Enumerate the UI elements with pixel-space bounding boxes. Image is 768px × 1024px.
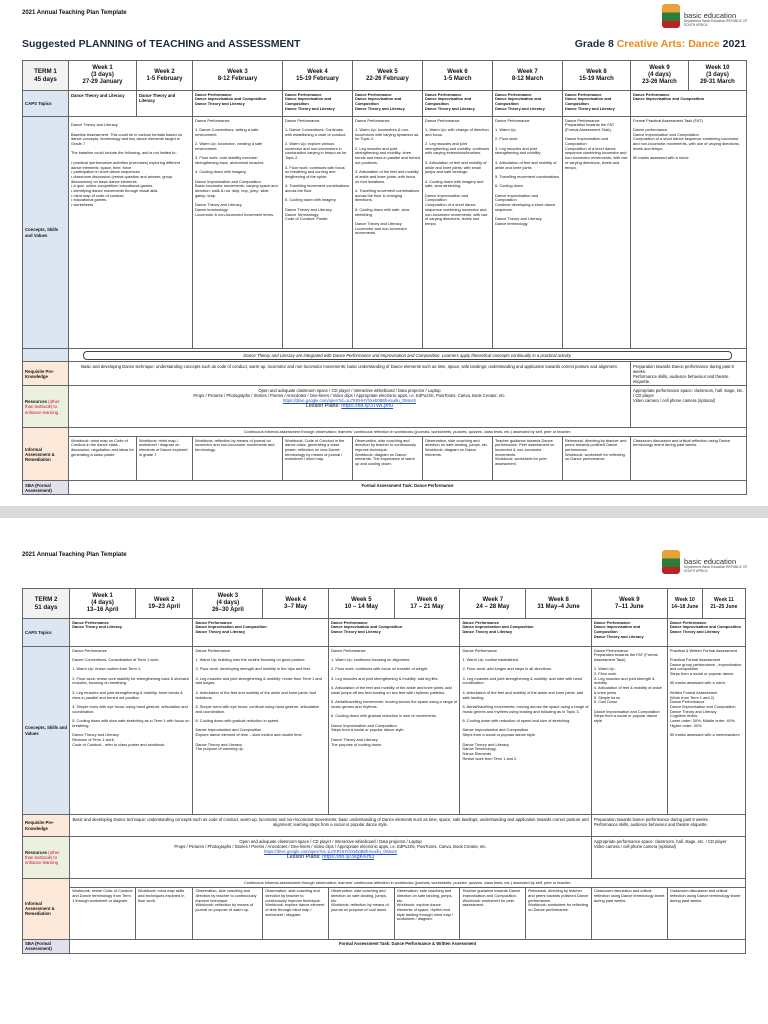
resources-link[interactable]: https://drive.google.com/open?id=1u7KRHHYhXeb0B6fi-Kuxllu_OMxnS	[264, 848, 398, 854]
week-header: Week 1 (3 days) 27-29 January	[69, 61, 137, 91]
informal-cell: Workbook: revise Code of Conduct and Dance terminology from Term 1 through worksheet or diagram.	[70, 887, 136, 939]
caps-cell: Dance Performance Dance Improvisation and Composition Dance Theory and Literacy	[591, 619, 667, 647]
sba-row	[23, 939, 746, 953]
term-days: 45 days	[34, 75, 57, 83]
resources-last-cell: Appropriate performance space: classroom, hall, stage, etc. / CD player Video camera / cell phone camera (optional)	[591, 837, 745, 879]
caps-cell: Dance Performance Dance Improvisation and Composition Dance Theory and Literacy	[283, 91, 353, 117]
caps-cell: Dance Performance Dance Improvisation and Composition Dance Theory and Literacy	[423, 91, 493, 117]
prereq-last-cell: Preparation towards Dance performance during past 8 weeks. Performance skills, audience behaviour and theatre etiquette.	[591, 815, 745, 837]
resources-line-2: Props / Pictures / Photographs / Stories / Poems / Anecdotes / One-liners / Video clips / Appropriate electronic apps, i.e. EdPuzzle, PowToons, Canva, Book Creator, etc.	[174, 843, 487, 849]
informal-cell: Rehearsal, directing by teacher and peers towards polished Dance performance. Workbook: worksheet for reflecting on Dance performance.	[526, 887, 592, 939]
term-1-plan-table	[22, 60, 747, 495]
row-label-sba: SBA (Formal Assessment)	[23, 481, 69, 495]
concepts-row	[23, 647, 746, 815]
concepts-row	[23, 117, 747, 349]
year-label: 2021	[722, 38, 746, 50]
lesson-plans-link[interactable]: https://bit.ly/3sgKKm3	[322, 853, 375, 860]
concepts-cell: Dance Performance 1. Warm Up: routine established. 2. Floor work: add lunges and steps in all directions. 3. Leg muscles and joint strengthening & mobility: add tube with hand coordination. 4. Articulation of the feet and mobility of the ankle and knee joints: add safe landing. 5. Aerial/travelling movements: moving across the space using a range of music genres and rhythms using leading and following as in Topic 3. 6. Cooling down with reduction of speed and size of stretching. Dance Improvisation and Composition Steps from a social or popular dance style. Dance Theory and Literacy Dance Terminology. Dance Elements. Revise work from Term 1 and 2.	[460, 647, 591, 815]
concepts-cell: Practical & Written Formal Assessment Practical Formal Assessment Dance group performance - improvisation and composition Steps from a social or popular dance. 50 marks assessed with a rubric Written Formal Assessment (Work from Term 1 and 2) Dance Performance Dance Improvisation and Composition Dance Theory and Literacy Cognitive levels: Lower order: 30%; Middle order: 40%; Higher order: 30% 50 marks assessed with a memorandum	[667, 647, 745, 815]
logo-subtitle: Department: Basic Education REPUBLIC OF SOUTH AFRICA	[684, 565, 748, 573]
sba-cell: Formal Assessment Task: Dance Performance	[69, 481, 747, 495]
resources-line-1: Open and adequate classroom space / CD player / Interactive whiteboard / Data projector / Laptop	[239, 838, 422, 844]
caps-cell: Dance Theory and Literacy	[69, 91, 137, 117]
row-label-caps: CAPS Topics	[23, 619, 70, 647]
week-header-row	[23, 61, 747, 91]
term-2-plan-table	[22, 588, 746, 954]
logo-title: basic education	[684, 11, 737, 20]
row-label-prereq: Requisite Pre-Knowledge	[23, 362, 69, 386]
banner-row	[23, 349, 747, 362]
lesson-plans-link[interactable]: https://bit.ly/37WLph0	[341, 403, 394, 410]
informal-row	[23, 437, 747, 481]
document-header: 2021 Annual Teaching Plan Template	[22, 10, 127, 16]
week-header-row	[23, 589, 746, 619]
row-label-informal: Informal Assessment & Remediation	[23, 428, 69, 481]
row-label-resources: Resources (other than textbook) to enhance learning	[23, 837, 70, 879]
informal-cell: Workbook: mind map / worksheet / diagram on elements of Dance explored in grade 7.	[137, 437, 193, 481]
informal-cell: Classroom discussion and critical reflection using Dance terminology learnt during past weeks.	[631, 437, 747, 481]
page-term-2	[0, 518, 768, 1024]
term-days: 51 days	[34, 603, 58, 611]
dbe-logo	[662, 550, 754, 576]
resources-line-1: Open and adequate classroom space / CD player / Interactive whiteboard / Data projector / Laptop	[258, 387, 441, 393]
informal-cell: Observation, side coaching and direction by teacher to continuously improve technique. Workbook: reflection by means of journal on purpose of warm up.	[193, 887, 263, 939]
caps-cell: Dance Performance Dance Improvisation and Composition Dance Theory and Literacy	[563, 91, 631, 117]
lesson-plans-label: Lesson Plans:	[286, 853, 321, 860]
row-label-informal: Informal Assessment & Remediation	[23, 879, 70, 940]
caps-cell: Dance Performance Dance Improvisation and Composition Dance Theory and Literacy	[193, 619, 329, 647]
week-header: Week 1 (4 days) 13–16 April	[70, 589, 136, 619]
lesson-plans-label: Lesson Plans:	[305, 403, 340, 410]
concepts-cell: Dance Performance 1. Warm Up: building onto the routine focusing on good posture. 2. Floor work: developing strength and mobility in the hips and feet. 3. Leg muscles and joint strengthening & mobility: revise from Term 1 and add lunges. 4. Articulation of the feet and mobility of the ankle and knee joints: foot isolations. 5. Simple turns with eye focus: continue using hand gesture, articulation and coordination. 6. Cooling down with gradual reduction in speed. Dance Improvisation and Composition Explore dance element of time – slow motion and double time. Dance Theory and Literacy The purpose of warming up.	[193, 647, 329, 815]
row-label-blank	[23, 349, 69, 362]
caps-cell: Dance Performance Dance Improvisation and Composition Dance Theory and Literacy	[353, 91, 423, 117]
week-header: Week 10 (3 days) 29-31 March	[689, 61, 747, 91]
week-header: Week 3 8-12 February	[193, 61, 283, 91]
caps-topics-row	[23, 619, 746, 647]
informal-cell: Observation, side coaching and direction on safe landing, jumps, etc. Workbook: diagram on Dance elements.	[423, 437, 493, 481]
prereq-cell: Basic and developing Dance technique; understanding concepts such as code of conduct, warm-up, locomotor and non-locomotor movements; basic understanding of Dance elements such as time, space; safe landings; understanding and application towards correct posture and alignment.	[69, 362, 631, 386]
informal-cell: Workbook: mind map on Code of Conduct in the dance class - discussion, negotiation and ideas for generating a class poster.	[69, 437, 137, 481]
concepts-cell: Dance Performance 1. Warm Up: with change of direction and focus. 2. Leg muscles and joint strengthening and mobility: continues with varying extensions/brushes. 3. Articulation of feet and mobility of ankle and knee joints: with small jumps and safe landings. 4. Cooling down with imagery and safe, slow stretching. Dance Improvisation and Composition Composition of a short dance sequence combining locomotor and non-locomotor movements, with use of varying directions, levels and tempo.	[423, 117, 493, 349]
informal-cell: Observation, side coaching and direction by teacher to continuously improve technique. Workbook: explore dance element of time through mind map / worksheet / diagram.	[263, 887, 329, 939]
page-term-1	[0, 0, 768, 506]
informal-cell: Classroom discussion and critical reflection using Dance terminology learnt during past weeks.	[667, 887, 745, 939]
lesson-plans	[71, 404, 628, 409]
row-label-sba: SBA (Formal Assessment)	[23, 939, 70, 953]
sba-row	[23, 481, 747, 495]
week-header: Week 7 8-12 March	[493, 61, 563, 91]
resources-cell	[69, 386, 631, 428]
caps-cell: Dance Performance Dance Improvisation and Composition Dance Theory and Literacy	[329, 619, 460, 647]
informal-row	[23, 887, 746, 939]
logo-title: basic education	[684, 557, 737, 566]
coat-of-arms-icon	[662, 550, 680, 574]
concepts-cell: Dance Performance Preparation towards the FAT (Formal Assessment Task) 1. Warm Up 2. Floor work 3. Leg muscles and joint strength & mobility 4. Articulation of feet & mobility of ankle & knee joints 5. Simple turns 6. Cool Down Dance Improvisation and Composition Steps from a social or popular dance style.	[591, 647, 667, 815]
week-header: Week 2 19–23 April	[135, 589, 193, 619]
resources-line-2: Props / Pictures / Photographs / Stories / Poems / Anecdotes / One-liners / Video clips / Appropriate electronic apps, i.e. EdPuzzle, PowToons, Canva, Book Creator, etc.	[193, 393, 506, 399]
row-label-resources: Resources (other than textbook) to enhance learning	[23, 386, 69, 428]
caps-topics-row	[23, 91, 747, 117]
week-header: Week 4 15-19 February	[283, 61, 353, 91]
concepts-cell: Formal Practical Assessment Task (FAT) Dance performance Dance Improvisation and Composition Composition of a short dance sequence combining locomotor and non-locomotor movements, with use of varying directions, levels and tempo. 50 marks assessed with a rubric	[631, 117, 747, 349]
logo-subtitle: Department: Basic Education REPUBLIC OF SOUTH AFRICA	[684, 19, 748, 27]
coat-of-arms-icon	[662, 4, 680, 28]
concepts-cell: Dance Performance 1. Dance Conventions: writing a safe environment. 2. Warm Up: locomotor, creating a safe environment. 3. Floor work: core stability exercise: strengthening back, abdominal muscles. 4. Cooling down with imagery. Dance Improvisation and Composition Basic locomotor movements; varying space and direction: walk & run, skip, hop, jump, slide, gallop, leap. Dance Theory and Literacy Dance terminology: Locomotor & non-locomotor movement terms.	[193, 117, 283, 349]
caps-cell: Dance Performance Dance Improvisation and Composition Dance Theory and Literacy	[193, 91, 283, 117]
caps-cell: Dance Performance Dance Improvisation and Composition Dance Theory and Literacy	[667, 619, 745, 647]
grade-subject-title	[575, 38, 746, 50]
informal-cell: Rehearsal, directing by teacher and peers towards polished Dance performance. Workbook: worksheet for reflecting on Dance performance.	[563, 437, 631, 481]
resources-cell	[70, 837, 592, 879]
resources-link[interactable]: https://drive.google.com/open?id=1u7KRHHYhXeb0B6fi-Kuxllu_OMxnS	[282, 398, 417, 404]
banner-cell	[69, 349, 747, 362]
concepts-cell: Dance Theory and Literacy Baseline Assessment: This could be in various formats based on dance concepts, terminology and key dance elements taught in Grade 7. The baseline could include the following, and is not limited to: • practical /performance activities (exercises) exploring different dance elements: space, time, force • participation in short dance sequences • classroom discussion (verbal question and answer, group discussions) on basic dance elements. • a quiz, online competition/ educational games. • identifying dance movements through visual aids. • mind map of code of conduct. • educational games. • worksheets.	[69, 117, 193, 349]
informal-top-row	[23, 428, 747, 437]
week-header: Week 10 14–18 June	[667, 589, 702, 619]
row-label-caps: CAPS Topics	[23, 91, 69, 117]
week-header: Week 2 1-5 February	[137, 61, 193, 91]
page-title: Suggested PLANNING of TEACHING and ASSESSMENT	[22, 38, 301, 50]
concepts-cell: Dance Performance 1. Warm Up: locomotors & non-locomotors with varying dynamics as for Topic 2. 2. Leg muscles and joint strengthening and mobility: knee bends and rises in parallel and turned out positions. 3. Articulation of the feet and mobility of ankle and knee joints: with focus on foot isolations. 4. Travelling movement combinations across the floor & changing directions. 5. Cooling down with safe, slow stretching. Dance Theory and Literacy Locomotor and non-locomotor movements.	[353, 117, 423, 349]
caps-cell: Dance Performance Dance Theory and Literacy	[70, 619, 193, 647]
week-header: Week 7 24 – 28 May	[460, 589, 526, 619]
row-label-prereq: Requisite Pre-Knowledge	[23, 815, 70, 837]
week-header: Week 5 10 – 14 May	[329, 589, 395, 619]
informal-cell: Workbook: mind map skills and techniques explored in floor work.	[135, 887, 193, 939]
concepts-cell: Dance Performance Preparation towards the FAT (Formal Assessment Task). Dance Improvisation and Composition Composition of a short dance sequence combining locomotor and non-locomotor movements, with use of varying directions, levels and tempo.	[563, 117, 631, 349]
resources-row	[23, 386, 747, 428]
week-header: Week 9 7–11 June	[591, 589, 667, 619]
informal-cell: Teacher guidance towards Dance Improvisation and Composition. Workbook: worksheet for peer assessment.	[460, 887, 526, 939]
week-header: Week 8 15-19 March	[563, 61, 631, 91]
dbe-logo	[662, 4, 754, 30]
grade-label: Grade 8	[574, 38, 614, 50]
week-header: Week 9 (4 days) 23-26 March	[631, 61, 689, 91]
informal-cell: Observation, side coaching and direction on safe landing, jumps, etc. Workbook: explore dance elements of space, rhythm and style landing through mind map / worksheet / diagram.	[394, 887, 460, 939]
integration-banner: Dance Theory and Literacy are integrated with Dance Performance and Improvisation and Composition. Learners apply theoretical concepts continually in a practical activity.	[83, 351, 732, 360]
week-header: Week 5 22-26 February	[353, 61, 423, 91]
caps-cell: Dance Performance Dance Improvisation and Composition Dance Theory and Literacy	[493, 91, 563, 117]
informal-top-cell: Continuous informal assessment through observation; learners' continuous reflection in workbooks (journals, worksheets, puzzles, quizzes, class tests, etc.) assessed by self, peer or teacher.	[69, 428, 747, 437]
informal-cell: Classroom discussion and critical reflection using Dance terminology learnt during past weeks.	[591, 887, 667, 939]
week-header: Week 6 17 – 21 May	[394, 589, 460, 619]
term-label: TERM 2	[34, 596, 58, 603]
caps-cell: Dance Performance Dance Improvisation and Composition	[631, 91, 747, 117]
concepts-cell: Dance Performance Dance Conventions: Consolidation of Term 1 work. 1. Warm Up: revise routine from Term 1. 2. Floor work: revise core stability for strengthening back & stomach muscles, focusing on breathing. 3. Leg muscles and joint strengthening & mobility: knee bends & rises in parallel and turned out position. 4. Simple turns with eye focus: using hand gesture, articulation and coordination. 5. Cooling down with slow safe stretching as in Term 1 with focus on breathing. Dance Theory and Literacy Revision of Term 1 work. Code of Conduct - refer to class poster and workbook.	[70, 647, 193, 815]
resources-last-cell: Appropriate performance space: classroom, hall, stage, etc. / CD player Video camera / cell phone camera (optional)	[631, 386, 747, 428]
concepts-cell: Dance Performance 1. Dance Conventions: Continues with establishing a code of conduct. 2. Warm Up: explore various locomotor and non-locomotors in combination varying in tempo as for Topic 2. 3. Floor work: continues with focus on breathing and curving and lengthening of the spine. 4. Travelling movement combinations across the floor. 5. Cooling down with imagery. Dance Theory and Literacy Dance Terminology: Code of Conduct: Poster.	[283, 117, 353, 349]
week-header: Week 4 3–7 May	[263, 589, 329, 619]
art-label: Dance	[688, 38, 720, 50]
informal-cell: Observation, side coaching and direction by teacher to continuously improve technique. Workbook: diagram on Dance elements. The importance of warm up and cooling down.	[353, 437, 423, 481]
sba-cell: Formal Assessment Task: Dance Performance & Written Assessment	[70, 939, 746, 953]
prereq-row	[23, 362, 747, 386]
caps-cell: Dance Theory and Literacy	[137, 91, 193, 117]
informal-cell: Workbook: Code of Conduct in the dance class, generating a class poster; reflection on new Dance terminology by means of journal / worksheet / mind map.	[283, 437, 353, 481]
informal-cell: Workbook: reflection by means of journal on locomotor and non-locomotor movements and terminology.	[193, 437, 283, 481]
week-header: Week 11 21–25 June	[702, 589, 745, 619]
informal-top-cell: Continuous informal assessment through observation; learners' continuous reflection in workbooks (journals, worksheets, puzzles, quizzes, class tests, etc.) assessed by self, peer or teacher.	[70, 879, 746, 888]
caps-cell: Dance Performance Dance Improvisation and Composition Dance Theory and Literacy	[460, 619, 591, 647]
informal-top-row	[23, 879, 746, 888]
row-label-concepts: Concepts, Skills and Values	[23, 647, 70, 815]
prereq-cell: Basic and developing Dance technique; understanding concepts such as code of conduct, warm-up, locomotor and non-locomotor movements; basic understanding of Dance elements such as time, space; safe landings; understanding and application towards correct posture and alignment; learning steps from a social or popular dance style.	[70, 815, 592, 837]
week-header: Week 8 31 May–4 June	[526, 589, 592, 619]
week-header: Week 6 1-5 March	[423, 61, 493, 91]
prereq-row	[23, 815, 746, 837]
informal-cell: Teacher guidance towards Dance performance. Peer assessment on locomotor & non-locomotor movements. Workbook: worksheet for peer assessment.	[493, 437, 563, 481]
concepts-cell: Dance Performance 1. Warm Up: continues focusing on alignment. 2. Floor work: continues with focus on transfer of weight. 3. Leg muscles and joint strengthening & mobility: add leg lifts. 4. Articulation of the feet and mobility of the ankle and knee joints: add small jumps off two feet landing on two feet with rhythmic patterns. 5. Aerial/travelling movements: moving across the space using a range of music genres and rhythms. 6. Cooling down with gradual reduction in size of movements. Dance Improvisation and Composition Steps from a social or popular dance style. Dance Theory and Literacy The purpose of cooling down.	[329, 647, 460, 815]
title-row	[22, 38, 746, 54]
resources-row	[23, 837, 746, 879]
subject-label: Creative Arts:	[616, 38, 686, 50]
concepts-cell: Dance Performance 1. Warm Up 2. Floor work 3. Leg muscles and joint strengthening and mobility 4. Articulation of feet and mobility of ankle and knee joints 5. Travelling movement combinations 6. Cooling down Dance Improvisation and Composition Continue developing a short dance sequence. Dance Theory and Literacy Dance terminology.	[493, 117, 563, 349]
term-label: TERM 1	[34, 68, 57, 75]
prereq-last-cell: Preparation towards Dance performance during past 8 weeks. Performance skills, audience behaviour and theatre etiquette.	[631, 362, 747, 386]
term-label-cell	[23, 589, 70, 619]
term-label-cell	[23, 61, 69, 91]
row-label-concepts: Concepts, Skills and Values	[23, 117, 69, 349]
lesson-plans	[72, 855, 589, 860]
informal-cell: Observation, side coaching and direction on safe landing, jumps, etc. Workbook: reflection by means of journal on purpose of cool down.	[329, 887, 395, 939]
week-header: Week 3 (4 days) 26–30 April	[193, 589, 263, 619]
document-header: 2021 Annual Teaching Plan Template	[22, 552, 127, 558]
